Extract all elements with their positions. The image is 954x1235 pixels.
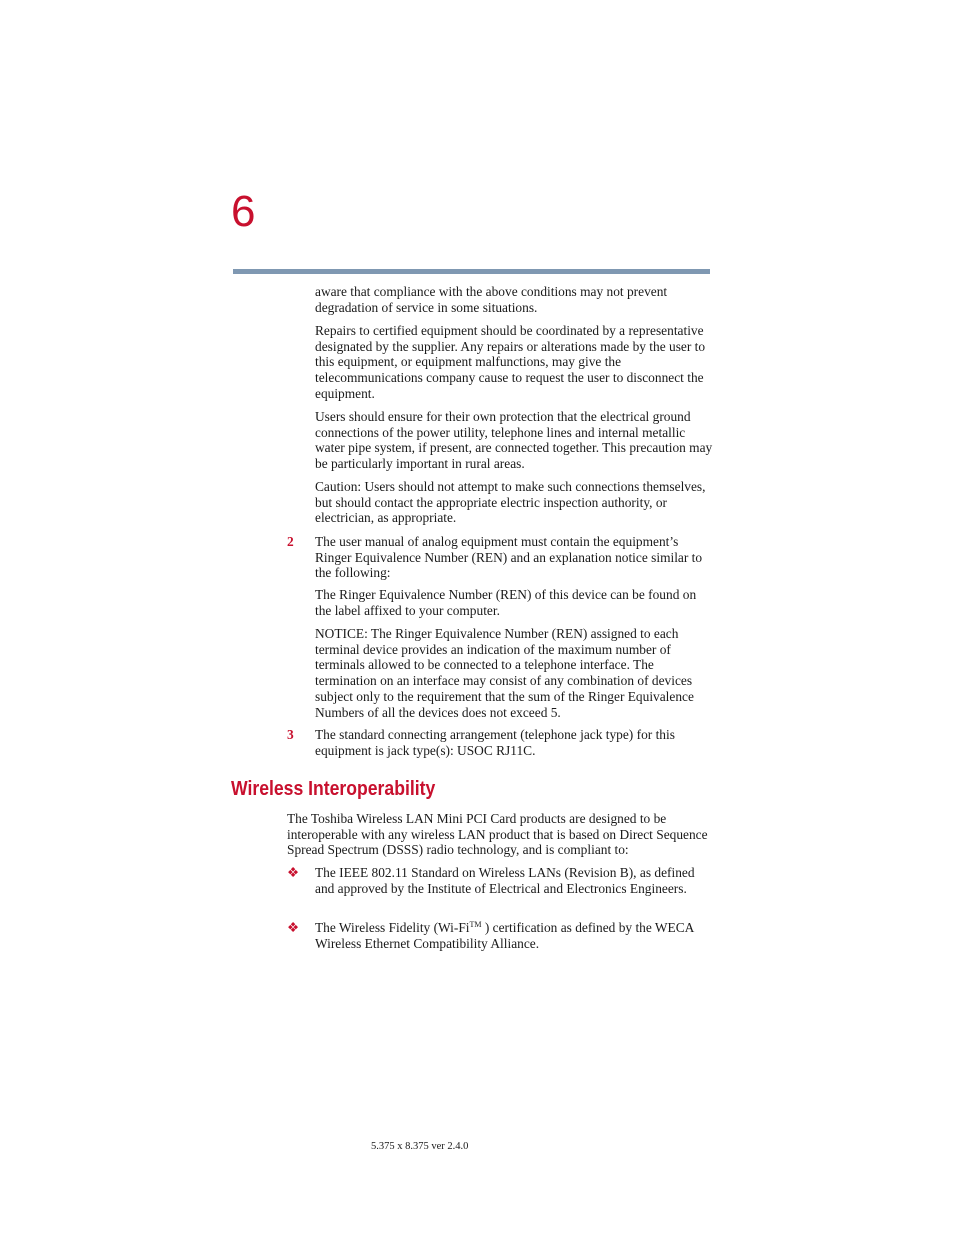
paragraph-caution: [315, 479, 713, 526]
paragraph-repairs: [315, 323, 713, 402]
bullet-item-wifi: [315, 920, 713, 951]
list-item-text: The user manual of analog equipment must contain the equipment’s Ringer Equivalence Number (REN) and an explanation notice similar to the following:: [315, 534, 703, 581]
footer-version: 5.375 x 8.375 ver 2.4.0: [371, 1141, 469, 1152]
paragraph-text: Users should ensure for their own protection that the electrical ground connections of the power utility, telephone lines and internal metallic water pipe system, if present, are connected together. This precaution may be particularly important in rural areas.: [315, 409, 713, 472]
list-number-2: 2: [287, 534, 294, 549]
bullet-text-after: ) certification as defined by the WECA Wireless Ethernet Compatibility Alliance.: [315, 920, 694, 951]
section-heading: Wireless Interoperability: [231, 778, 436, 800]
ren-notice-paragraph: [315, 626, 713, 720]
paragraph-text: NOTICE: The Ringer Equivalence Number (REN) assigned to each terminal device provides an indication of the maximum number of terminals allowed to be connected to a telephone interface. The termination on an interface may consist of any combination of devices subject only to the requirement that the sum of the Ringer Equivalence Numbers of all the devices does not exceed 5.: [315, 626, 694, 720]
page-number: 6: [231, 187, 256, 236]
bullet-item-ieee: [315, 865, 713, 896]
trademark-mark: TM: [469, 920, 482, 929]
diamond-bullet-icon: ❖: [287, 865, 300, 880]
bullet-text: The IEEE 802.11 Standard on Wireless LANs (Revision B), as defined and approved by the Institute of Electrical and Electronics Engineers.: [315, 865, 695, 896]
list-item-text: The standard connecting arrangement (telephone jack type) for this equipment is jack type(s): USOC RJ11C.: [315, 727, 675, 758]
bullet-text: [315, 920, 713, 951]
section-intro: [287, 811, 717, 858]
header-rule: [233, 269, 710, 274]
diamond-bullet-icon: ❖: [287, 920, 300, 935]
paragraph-compliance: [315, 284, 713, 315]
list-item-3-text: [315, 727, 713, 758]
list-item-2-text: [315, 534, 713, 581]
paragraph-text: The Ringer Equivalence Number (REN) of this device can be found on the label affixed to your computer.: [315, 587, 697, 618]
paragraph-text: The Toshiba Wireless LAN Mini PCI Card products are designed to be interoperable with any wireless LAN product that is based on Direct Sequence Spread Spectrum (DSSS) radio technology, and is compliant to:: [287, 811, 708, 858]
paragraph-text: Repairs to certified equipment should be coordinated by a representative designated by the supplier. Any repairs or alterations made by the user to this equipment, or equipment malfunctions, may give the telecommunications company cause to request the user to disconnect the equipment.: [315, 323, 706, 401]
paragraph-text: Caution: Users should not attempt to make such connections themselves, but should contact the appropriate electric inspection authority, or electrician, as appropriate.: [315, 479, 706, 526]
list-number-3: 3: [287, 727, 294, 742]
paragraph-grounding: [315, 409, 713, 472]
ren-location-paragraph: [315, 587, 713, 618]
bullet-text-before: The Wireless Fidelity (Wi-Fi: [315, 920, 470, 935]
paragraph-text: aware that compliance with the above conditions may not prevent degradation of service in some situations.: [315, 284, 668, 315]
